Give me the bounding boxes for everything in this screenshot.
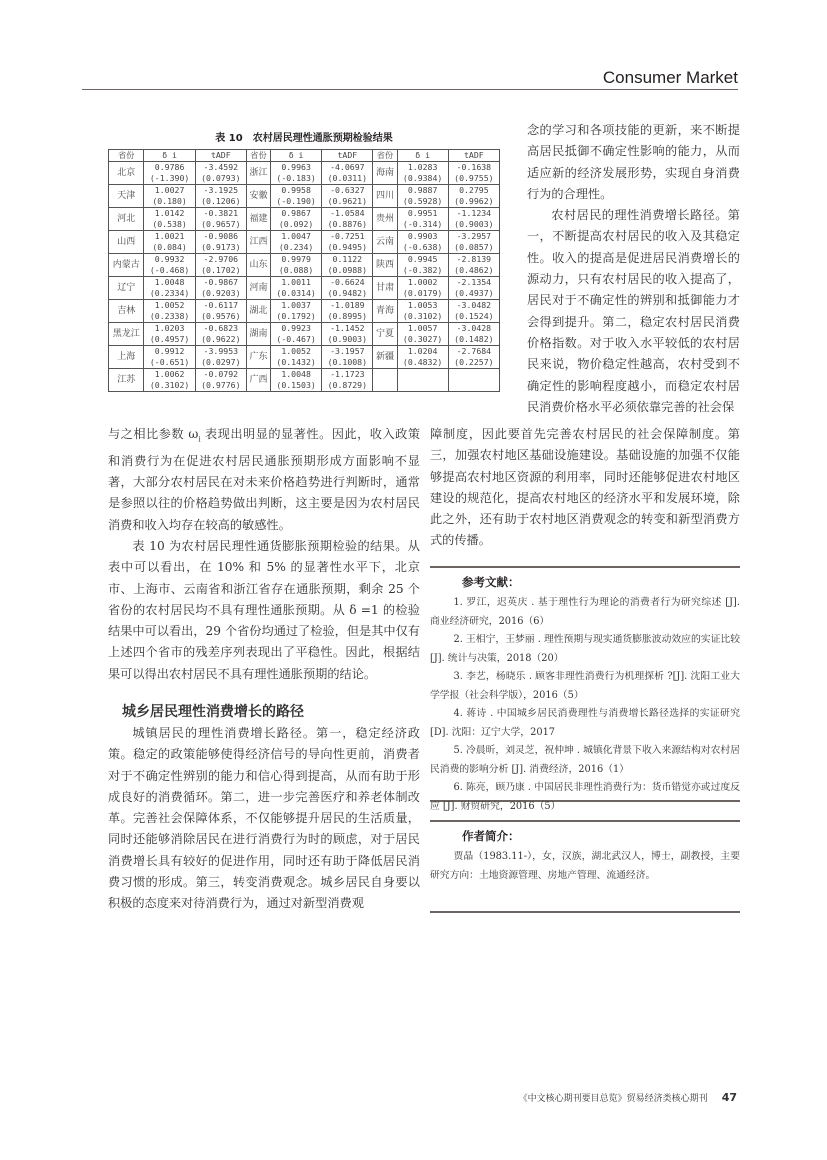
paragraph (108, 424, 420, 536)
delta-cell (144, 300, 195, 323)
delta-cell (397, 300, 448, 323)
paragraph: 表 10 为农村居民理性通货膨胀预期检验的结果。从表中可以看出，在 10% 和 5% 的显著性水平下，北京市、上海市、云南省和浙江省存在通胀预期，剩余 25 个省份的农村居民均不具有理性通胀预期。从 δ =1 的检验结果中可以看出，29 个省份均通过了检验，但是其中仅有上述四个省市的残差序列表现出了平稳性。因此，根据结果可以得出农村居民不具有理性通胀预期的结论。 (108, 538, 420, 681)
province-cell: 内蒙古 (109, 254, 144, 277)
stat: (0.092) (278, 219, 314, 229)
column-header: tADF (195, 150, 246, 162)
value: 0.9903 (407, 231, 438, 241)
stat: (0.1702) (201, 265, 241, 275)
table-row (109, 346, 500, 369)
stat: (-0.651) (149, 357, 190, 367)
province-cell: 广东 (246, 346, 270, 369)
tadf-cell (195, 162, 246, 185)
delta-cell (271, 323, 322, 346)
delta-cell (271, 254, 322, 277)
value: -0.6624 (330, 277, 365, 287)
value: 0.2795 (459, 185, 489, 195)
tadf-cell (448, 162, 499, 185)
paragraph: 城镇居民的理性消费增长路径。第一，稳定经济政策。稳定的政策能够使得经济信号的导向性更前，消费者对于不确定性辨别的能力和信心得到提高，从而有助于形成良好的消费循环。第二，进一步完善医疗和养老体制改革。完善社会保障体系，不仅能够提升居民的生活质量，同时还能够消除居民在进行消费行为时的顾虑，对于居民消费增长具有较好的促进作用，同时还有助于降低居民消费习惯的形成。第三，转变消费观念。城乡居民自身要以积极的态度来对待消费行为，通过对新型消费观 (108, 726, 420, 911)
stat: (-0.382) (402, 265, 443, 275)
reference-item: 1. 罗江，迟英庆 . 基于理性行为理论的消费者行为研究综述 [J]. 商业经济研究，2016（6） (430, 597, 740, 627)
subscript: i (198, 435, 201, 444)
right-column-top (527, 120, 740, 418)
stat: (0.5928) (402, 196, 443, 206)
stat: (0.3027) (402, 334, 443, 344)
delta-cell (271, 346, 322, 369)
delta-cell (144, 369, 195, 392)
stat: (0.1432) (276, 357, 316, 367)
delta-cell (397, 231, 448, 254)
value: -3.1957 (330, 346, 365, 356)
delta-cell (397, 323, 448, 346)
stat: (-0.467) (276, 334, 316, 344)
province-cell: 江苏 (109, 369, 144, 392)
province-cell: 湖北 (246, 300, 270, 323)
value: 1.0203 (154, 323, 185, 333)
tadf-cell (195, 300, 246, 323)
delta-cell (144, 231, 195, 254)
table-row (109, 323, 500, 346)
stat: (0.0297) (201, 357, 241, 367)
tadf-cell (195, 208, 246, 231)
province-cell: 山东 (246, 254, 270, 277)
stat: (-0.190) (276, 196, 316, 206)
stat: (0.084) (152, 242, 187, 252)
reference-item: 2. 王相宁，王梦丽 . 理性预期与现实通货膨胀波动效应的实证比较 [J]. 统计与决策，2018（20） (430, 634, 740, 664)
value: -0.0792 (203, 369, 239, 379)
stat: (0.8729) (327, 380, 368, 390)
stat: (0.8995) (327, 311, 368, 321)
province-cell: 河北 (109, 208, 144, 231)
section-heading: 城乡居民理性消费增长的路径 (122, 704, 304, 720)
value: -0.7251 (330, 231, 365, 241)
table-row (109, 208, 500, 231)
delta-cell (271, 208, 322, 231)
value: 1.0057 (407, 323, 438, 333)
stat: (0.9003) (454, 219, 494, 229)
stat: (0.088) (278, 265, 314, 275)
delta-cell (271, 185, 322, 208)
references-title: 参考文献： (462, 575, 520, 589)
value: -2.1354 (456, 277, 492, 287)
value: 0.9867 (281, 208, 311, 218)
stat: (0.8876) (327, 219, 368, 229)
value: -4.0697 (330, 162, 365, 172)
value: 0.9786 (154, 162, 185, 172)
value: 1.0283 (407, 162, 438, 172)
stat: (0.1503) (276, 380, 316, 390)
tadf-cell (322, 254, 373, 277)
province-cell: 宁夏 (373, 323, 397, 346)
province-cell: 吉林 (109, 300, 144, 323)
column-header: 省份 (373, 150, 397, 162)
tadf-cell (448, 346, 499, 369)
value: 0.9912 (154, 346, 185, 356)
delta-cell (271, 300, 322, 323)
column-header: 省份 (246, 150, 270, 162)
value: -0.6117 (203, 300, 239, 310)
reference-item: 6. 陈亮，顾乃康 . 中国居民非理性消费行为：货币错觉亦或过度反应 [J]. 财贸研究，2016（5） (430, 782, 740, 812)
tadf-cell (448, 185, 499, 208)
tadf-cell (448, 277, 499, 300)
table-row (109, 277, 500, 300)
tadf-cell (322, 277, 373, 300)
value: 1.0047 (281, 231, 311, 241)
tadf-cell (448, 231, 499, 254)
tadf-cell (448, 300, 499, 323)
value: -2.8139 (456, 254, 492, 264)
stat: (0.9962) (454, 196, 494, 206)
stat: (0.2257) (454, 357, 494, 367)
value: -0.9086 (203, 231, 239, 241)
province-cell: 黑龙江 (109, 323, 144, 346)
running-header (82, 68, 738, 90)
column-header: δ i (144, 150, 195, 162)
column-header: 省份 (109, 150, 144, 162)
stat: (0.9621) (327, 196, 368, 206)
stat: (-0.468) (149, 265, 190, 275)
delta-cell (397, 346, 448, 369)
delta-cell (144, 185, 195, 208)
delta-cell (144, 208, 195, 231)
value: 1.0052 (154, 300, 185, 310)
table-row (109, 300, 500, 323)
tadf-cell (195, 323, 246, 346)
province-cell: 海南 (373, 162, 397, 185)
author-title: 作者简介： (462, 829, 520, 843)
value: 1.0021 (154, 231, 185, 241)
right-column-bottom (430, 424, 740, 552)
stat: (0.9576) (201, 311, 241, 321)
province-cell: 山西 (109, 231, 144, 254)
text: 表现出明显的显著性。因此，收入政策和消费行为在促进农村居民通胀预期形成方面影响不显著，大部分农村居民在对未来价格趋势进行判断时，通常是参照以往的价格趋势做出判断，这主要是因为农村居民消费和收入均存在较高的敏感性。 (108, 427, 421, 532)
value: -1.1723 (330, 369, 365, 379)
column-header: δ i (397, 150, 448, 162)
delta-cell (271, 277, 322, 300)
value: -0.1638 (456, 162, 492, 172)
table-row (109, 254, 500, 277)
tadf-cell (322, 346, 373, 369)
province-cell: 贵州 (373, 208, 397, 231)
value: -1.1452 (330, 323, 365, 333)
value: 1.0052 (281, 346, 311, 356)
stat: (0.0179) (402, 288, 443, 298)
province-cell: 新疆 (373, 346, 397, 369)
tadf-cell (448, 254, 499, 277)
tadf-cell (195, 277, 246, 300)
value: 0.9951 (407, 208, 438, 218)
journal-name: 《中文核心期刊要目总览》贸易经济类核心期刊 (518, 1094, 708, 1104)
stat: (-0.183) (276, 173, 316, 183)
stat: (0.9173) (201, 242, 241, 252)
stat: (0.1792) (276, 311, 316, 321)
tadf-cell (195, 185, 246, 208)
stat: (0.9003) (327, 334, 368, 344)
delta-cell (271, 369, 322, 392)
stat: (0.4957) (149, 334, 190, 344)
stat: (0.2338) (149, 311, 190, 321)
province-cell: 湖南 (246, 323, 270, 346)
stat: (0.1008) (327, 357, 368, 367)
value: 1.0048 (154, 277, 185, 287)
value: 1.0048 (281, 369, 311, 379)
table-row (109, 231, 500, 254)
value: -1.0189 (330, 300, 365, 310)
section-title: Consumer Market (602, 68, 738, 87)
value: -3.0482 (456, 300, 492, 310)
delta-cell (397, 208, 448, 231)
tadf-cell (322, 162, 373, 185)
reference-item: 5. 冷晨昕，刘灵芝，祝仲坤 . 城镇化背景下收入来源结构对农村居民消费的影响分析 [J]. 消费经济，2016（1） (430, 745, 740, 775)
tadf-cell (195, 231, 246, 254)
tadf-cell (322, 300, 373, 323)
stat: (0.9482) (327, 288, 368, 298)
stat: (-1.390) (149, 173, 190, 183)
author-box (430, 820, 740, 913)
column-header: tADF (448, 150, 499, 162)
page-number: 47 (721, 1091, 737, 1104)
province-cell: 上海 (109, 346, 144, 369)
reference-item: 4. 蒋诗 . 中国城乡居民消费理性与消费增长路径选择的实证研究 [D]. 沈阳：辽宁大学，2017 (430, 708, 740, 738)
stat: (0.9384) (402, 173, 443, 183)
delta-cell (271, 231, 322, 254)
table-row (109, 369, 500, 392)
value: 0.9979 (281, 254, 311, 264)
value: -0.9867 (203, 277, 239, 287)
value: -3.9953 (203, 346, 239, 356)
stat: (0.4862) (454, 265, 494, 275)
stat: (-0.314) (402, 219, 443, 229)
stat: (0.0793) (201, 173, 241, 183)
stat: (0.1524) (454, 311, 494, 321)
stat: (-0.638) (402, 242, 443, 252)
province-cell (373, 369, 397, 392)
value: 0.9932 (154, 254, 185, 264)
value: 1.0142 (154, 208, 185, 218)
stat: (0.9755) (454, 173, 494, 183)
column-header: δ i (271, 150, 322, 162)
references-box (430, 566, 740, 812)
value: 1.0204 (407, 346, 438, 356)
stat: (0.3102) (149, 380, 190, 390)
province-cell: 浙江 (246, 162, 270, 185)
province-cell: 广西 (246, 369, 270, 392)
value: -3.0428 (456, 323, 492, 333)
province-cell: 辽宁 (109, 277, 144, 300)
table-title: 表 10 农村居民理性通胀预期检验结果 (215, 133, 393, 144)
stat: (0.4832) (402, 357, 443, 367)
value: 1.0002 (407, 277, 438, 287)
stat: (0.234) (278, 242, 314, 252)
province-cell: 河南 (246, 277, 270, 300)
stat: (0.9776) (201, 380, 241, 390)
value: -0.3821 (203, 208, 239, 218)
stat: (0.3102) (402, 311, 443, 321)
delta-cell (144, 346, 195, 369)
table-header-row (109, 150, 500, 162)
tadf-cell (448, 208, 499, 231)
value: 1.0037 (281, 300, 311, 310)
value: -2.9706 (203, 254, 239, 264)
province-cell: 青海 (373, 300, 397, 323)
tadf-cell (195, 369, 246, 392)
results-table (108, 149, 500, 392)
value: -1.0584 (330, 208, 365, 218)
delta-cell (144, 162, 195, 185)
delta-cell (144, 323, 195, 346)
value: 0.1122 (332, 254, 363, 264)
tadf-cell (448, 369, 499, 392)
stat: (0.2334) (149, 288, 190, 298)
delta-cell (397, 185, 448, 208)
province-cell: 福建 (246, 208, 270, 231)
value: 1.0011 (281, 277, 311, 287)
value: 1.0062 (154, 369, 185, 379)
tadf-cell (322, 231, 373, 254)
delta-cell (144, 254, 195, 277)
province-cell: 陕西 (373, 254, 397, 277)
tadf-cell (322, 369, 373, 392)
author-bio: 贾晶（1983.11-），女，汉族，湖北武汉人，博士，副教授，主要研究方向：土地资源管理、房地产管理、流通经济。 (430, 851, 740, 881)
delta-cell (397, 369, 448, 392)
delta-cell (144, 277, 195, 300)
province-cell: 云南 (373, 231, 397, 254)
value: -0.6823 (203, 323, 239, 333)
page-footer (519, 1091, 737, 1104)
tadf-cell (322, 185, 373, 208)
stat: (0.0311) (327, 173, 368, 183)
value: 0.9958 (281, 185, 311, 195)
table-row (109, 185, 500, 208)
tadf-cell (322, 323, 373, 346)
tadf-cell (448, 323, 499, 346)
tadf-cell (195, 346, 246, 369)
stat: (0.4937) (454, 288, 494, 298)
left-column (108, 424, 420, 915)
value: 0.9963 (281, 162, 311, 172)
province-cell: 天津 (109, 185, 144, 208)
value: 1.0053 (407, 300, 438, 310)
province-cell: 甘肃 (373, 277, 397, 300)
value: -3.2957 (456, 231, 492, 241)
value: -3.1925 (203, 185, 239, 195)
stat: (0.0857) (454, 242, 494, 252)
value: 0.9945 (407, 254, 438, 264)
value: -1.1234 (456, 208, 492, 218)
stat: (0.1206) (201, 196, 241, 206)
province-cell: 安徽 (246, 185, 270, 208)
stat: (0.180) (152, 196, 187, 206)
stat: (0.0988) (327, 265, 368, 275)
tadf-cell (195, 254, 246, 277)
province-cell: 江西 (246, 231, 270, 254)
stat: (0.9622) (201, 334, 241, 344)
value: 0.9887 (407, 185, 438, 195)
paragraph: 念的学习和各项技能的更新，来不断提高居民抵御不确定性影响的能力，从而适应新的经济发展形势，实现自身消费行为的合理性。 (527, 123, 740, 201)
value: -2.7684 (456, 346, 492, 356)
delta-cell (397, 254, 448, 277)
value: -0.6327 (330, 185, 365, 195)
stat: (0.1482) (454, 334, 494, 344)
paragraph: 障制度，因此要首先完善农村居民的社会保障制度。第三，加强农村地区基础设施建设。基础设施的加强不仅能够提高农村地区资源的利用率，同时还能够促进农村地区建设的规范化，提高农村地区的经济水平和发展环境，除此之外，还有助于农村地区消费观念的转变和新型消费方式的传播。 (430, 427, 740, 548)
province-cell: 四川 (373, 185, 397, 208)
tadf-cell (322, 208, 373, 231)
stat: (0.9657) (201, 219, 241, 229)
paragraph: 农村居民的理性消费增长路径。第一，不断提高农村居民的收入及其稳定性。收入的提高是促进居民消费增长的源动力，只有农村居民的收入提高了，居民对于不确定性的辨别和抵御能力才会得到提升。第二，稳定农村居民消费价格指数。对于收入水平较低的农村居民来说，物价稳定性越高，农村受到不确定性的影响程度越小，而稳定农村居民消费价格水平必须依靠完善的社会保 (527, 208, 740, 414)
stat: (0.0314) (276, 288, 316, 298)
delta-cell (397, 162, 448, 185)
stat: (0.9203) (201, 288, 241, 298)
table-row (109, 162, 500, 185)
value: -3.4592 (203, 162, 239, 172)
column-header: tADF (322, 150, 373, 162)
delta-cell (397, 277, 448, 300)
value: 1.0027 (154, 185, 185, 195)
province-cell: 北京 (109, 162, 144, 185)
reference-item: 3. 李艺，杨晓乐 . 顾客非理性消费行为机理探析 ?[J]. 沈阳工业大学学报（社会科学版），2016（5） (430, 671, 740, 701)
stat: (0.9495) (327, 242, 368, 252)
text: 与之相比参数 ω (108, 427, 199, 441)
stat: (0.538) (152, 219, 187, 229)
value: 0.9923 (281, 323, 311, 333)
delta-cell (271, 162, 322, 185)
